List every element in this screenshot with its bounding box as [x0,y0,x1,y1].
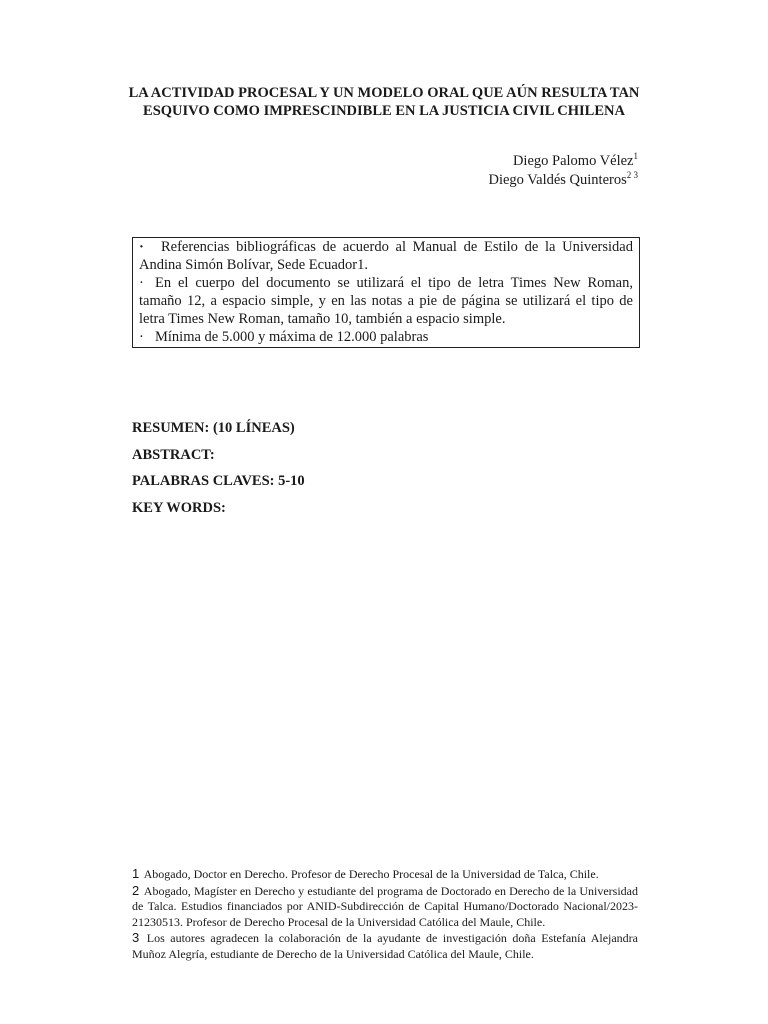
footnote-number: 2 [132,882,140,898]
bullet-icon: · [139,275,144,291]
footnote-text: Abogado, Magíster en Derecho y estudiante del programa de Doctorado en Derecho de la Universidad de Talca. Estudios financiados por ANID-Subdirección de Capital Humano/Doctorado Nacional/2023-21230513. Profesor de Derecho Procesal de la Universidad Católica del Maule, Chile. [132,883,639,929]
author-name: Diego Palomo Vélez [512,153,634,169]
section-headings [132,419,305,526]
footnotes [132,866,638,962]
footnote-number: 1 [132,866,140,881]
document-title: LA ACTIVIDAD PROCESAL Y UN MODELO ORAL QUE AÚN RESULTA TAN ESQUIVO COMO IMPRESCINDIBLE EN LA JUSTICIA CIVIL CHILENA [128,85,640,119]
notice-item [139,328,633,346]
author-line [488,152,638,171]
resumen-heading: RESUMEN: (10 LÍNEAS) [132,420,295,436]
footnote-number: 3 [132,930,140,945]
bullet-icon: · [139,239,144,255]
palabras-claves-heading: PALABRAS CLAVES: 5-10 [132,473,305,490]
footnote [132,883,638,931]
footnote [132,930,638,962]
footnote [132,866,638,883]
formatting-notice-box [132,237,640,348]
notice-item-text: Mínima de 5.000 y máxima de 12.000 palabras [155,329,429,345]
author-line [488,171,638,190]
notice-item-text: Referencias bibliográficas de acuerdo al Manual de Estilo de la Universidad Andina Simón Bolívar, Sede Ecuador1. [139,239,633,273]
footnote-marker[interactable]: 1 [633,151,638,161]
author-list [488,152,638,189]
footnote-text: Abogado, Doctor en Derecho. Profesor de Derecho Procesal de la Universidad de Talca, Chile. [143,867,599,881]
notice-item [139,238,633,274]
abstract-heading: ABSTRACT: [132,446,215,463]
footnote-marker[interactable]: 2 3 [626,169,638,180]
notice-item [139,274,633,328]
footnote-text: Los autores agradecen la colaboración de la ayudante de investigación doña Estefanía Alejandra Muñoz Alegría, estudiante de Derecho de la Universidad Católica del Maule, Chile. [132,931,638,961]
key-words-heading: KEY WORDS: [132,500,226,517]
notice-item-text: En el cuerpo del documento se utilizará el tipo de letra Times New Roman, tamaño 12, a espacio simple, y en las notas a pie de página se utilizará el tipo de letra Times New Roman, tamaño 10, también a espacio simple. [139,275,633,327]
bullet-icon: · [139,329,144,345]
author-name: Diego Valdés Quinteros [488,171,627,188]
